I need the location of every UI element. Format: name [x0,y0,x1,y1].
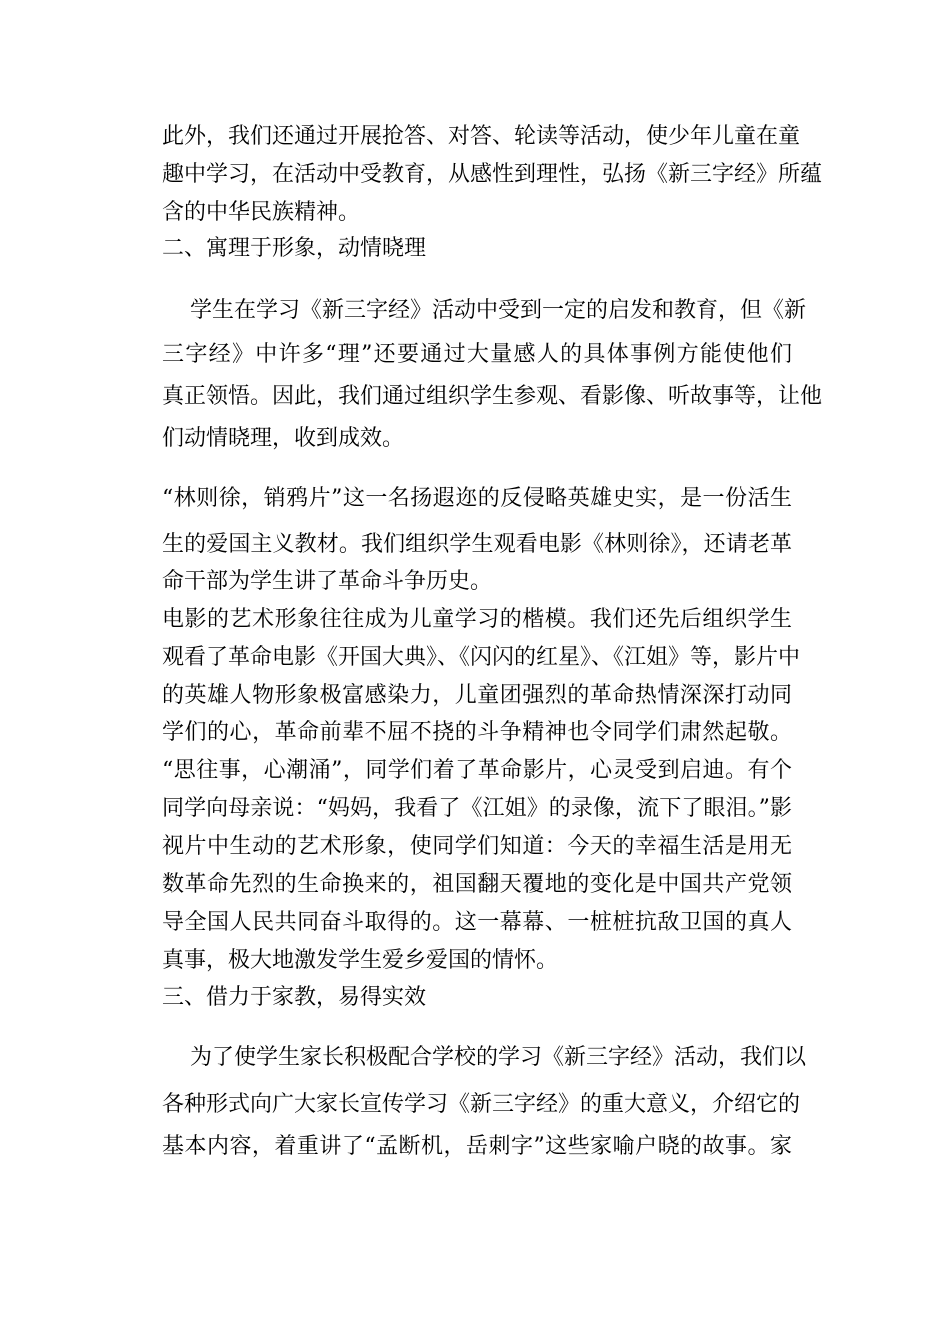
text-line: 各种形式向广大家长宣传学习《新三字经》的重大意义，介绍它的 [162,1092,801,1117]
text-line: 含的中华民族精神。 [162,200,361,225]
text-line: 三字经》中许多“理”还要通过大量感人的具体事例方能使他们 [162,342,792,367]
text-line: 的英雄人物形象极富感染力，儿童团强烈的革命热情深深打动同 [162,683,792,708]
text-line: 学们的心，革命前辈不屈不挠的斗争精神也令同学们肃然起敬。 [162,720,792,745]
text-line: 视片中生动的艺术形象，使同学们知道：今天的幸福生活是用无 [162,834,792,859]
text-line: “林则徐，销鸦片”这一名扬遐迩的反侵略英雄史实，是一份活生 [162,486,792,511]
text-line: “思往事，心潮涌”，同学们着了革命影片，心灵受到启迪。有个 [162,758,792,783]
text-line: 观看了革命电影《开国大典》、《闪闪的红星》、《江姐》等，影片中 [162,645,801,670]
text-line: 真事，极大地激发学生爱乡爱国的情怀。 [162,948,559,973]
text-line: 生的爱国主义教材。我们组织学生观看电影《林则徐》，还请老革 [162,532,792,557]
text-line: 此外，我们还通过开展抢答、对答、轮读等活动，使少年儿童在童 [162,124,801,149]
text-line: 电影的艺术形象往往成为儿童学习的楷模。我们还先后组织学生 [162,607,792,632]
text-line: 学生在学习《新三字经》活动中受到一定的启发和教育，但《新 [190,298,807,323]
text-line: 趣中学习，在活动中受教育，从感性到理性，弘扬《新三字经》所蕴 [162,162,823,187]
section-heading: 二、寓理于形象，动情晓理 [162,236,427,261]
text-line: 同学向母亲说：“妈妈，我看了《江姐》的录像，流下了眼泪。”影 [162,796,792,821]
text-line: 们动情晓理，收到成效。 [162,426,405,451]
text-line: 为了使学生家长积极配合学校的学习《新三字经》活动，我们以 [190,1045,807,1070]
text-line: 命干部为学生讲了革命斗争历史。 [162,569,493,594]
text-line: 基本内容，着重讲了“孟断机，岳刺字”这些家喻户晓的故事。家 [162,1134,792,1159]
text-line: 真正领悟。因此，我们通过组织学生参观、看影像、听故事等，让他 [162,384,823,409]
section-heading: 三、借力于家教，易得实效 [162,985,427,1010]
text-line: 数革命先烈的生命换来的，祖国翻天覆地的变化是中国共产党领 [162,872,792,897]
text-line: 导全国人民共同奋斗取得的。这一幕幕、一桩桩抗敌卫国的真人 [162,910,792,935]
